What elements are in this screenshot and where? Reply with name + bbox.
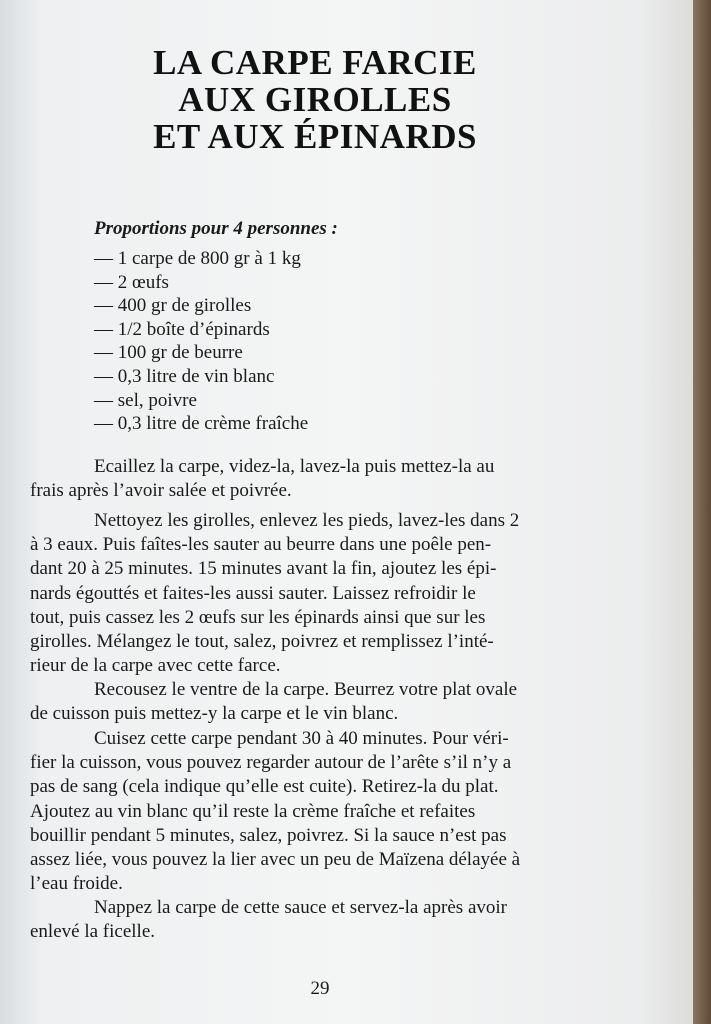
paragraph-line: bouillir pendant 5 minutes, salez, poivrez. Si la sauce n’est pas [30, 824, 507, 846]
paragraph-line: à 3 eaux. Puis faîtes-les sauter au beurre dans une poêle pen- [30, 534, 492, 556]
title-line: AUX GIROLLES [178, 80, 452, 119]
ingredient-item: — 100 gr de beurre [94, 342, 243, 364]
paragraph-line: Cuisez cette carpe pendant 30 à 40 minutes. Pour véri- [94, 728, 509, 749]
paragraph-line: Nappez la carpe de cette sauce et servez-la après avoir [94, 897, 507, 918]
paragraph-line: fier la cuisson, vous pouvez regarder autour de l’arête s’il n’y a [30, 752, 512, 774]
paragraph-line: Nettoyez les girolles, enlevez les pieds, lavez-les dans 2 [94, 510, 520, 531]
paragraph-line: frais après l’avoir salée et poivrée. [30, 480, 292, 502]
paragraph-line: l’eau froide. [30, 873, 123, 895]
paragraph-line: rieur de la carpe avec cette farce. [30, 655, 281, 677]
ingredient-item: — 0,3 litre de vin blanc [94, 365, 275, 387]
paragraph-line: assez liée, vous pouvez la lier avec un peu de Maïzena délayée à [30, 849, 521, 871]
instruction-paragraph-1 [30, 455, 603, 503]
book-spine-edge [693, 0, 711, 1024]
ingredient-list [94, 247, 308, 436]
paragraph-line: girolles. Mélangez le tout, salez, poivrez et remplissez l’inté- [30, 631, 494, 653]
paragraph-line: de cuisson puis mettez-y la carpe et le vin blanc. [30, 703, 399, 725]
ingredient-item: — 0,3 litre de crème fraîche [94, 413, 309, 435]
title-line: ET AUX ÉPINARDS [153, 117, 477, 156]
proportions-heading: Proportions pour 4 personnes : [94, 218, 338, 239]
paragraph-line: dant 20 à 25 minutes. 15 minutes avant la fin, ajoutez les épi- [30, 558, 497, 580]
paragraph-line: pas de sang (cela indique qu’elle est cuite). Retirez-la du plat. [30, 776, 499, 798]
ingredient-item: — sel, poivre [94, 389, 197, 411]
instruction-paragraph-2 [30, 509, 603, 678]
ingredient-item: — 400 gr de girolles [94, 295, 252, 317]
instruction-paragraph-3 [30, 678, 603, 726]
paragraph-line: Recousez le ventre de la carpe. Beurrez votre plat ovale [94, 679, 518, 700]
paragraph-line: nards égouttés et faites-les aussi sauter. Laissez refroidir le [30, 582, 476, 604]
paragraph-line: Ecaillez la carpe, videz-la, lavez-la puis mettez-la au [94, 456, 495, 477]
paragraph-line: Ajoutez au vin blanc qu’il reste la crème fraîche et refaites [30, 800, 476, 822]
ingredient-item: — 2 œufs [94, 271, 169, 293]
instruction-paragraph-4 [30, 727, 603, 896]
ingredient-item: — 1 carpe de 800 gr à 1 kg [94, 248, 301, 269]
recipe-title [100, 44, 530, 155]
paragraph-line: enlevé la ficelle. [30, 921, 156, 943]
instruction-paragraph-5 [30, 896, 603, 944]
page-number: 29 [310, 978, 330, 999]
ingredient-item: — 1/2 boîte d’épinards [94, 318, 270, 340]
title-line: LA CARPE FARCIE [153, 43, 477, 82]
paragraph-line: tout, puis cassez les 2 œufs sur les épinards ainsi que sur les [30, 606, 486, 628]
